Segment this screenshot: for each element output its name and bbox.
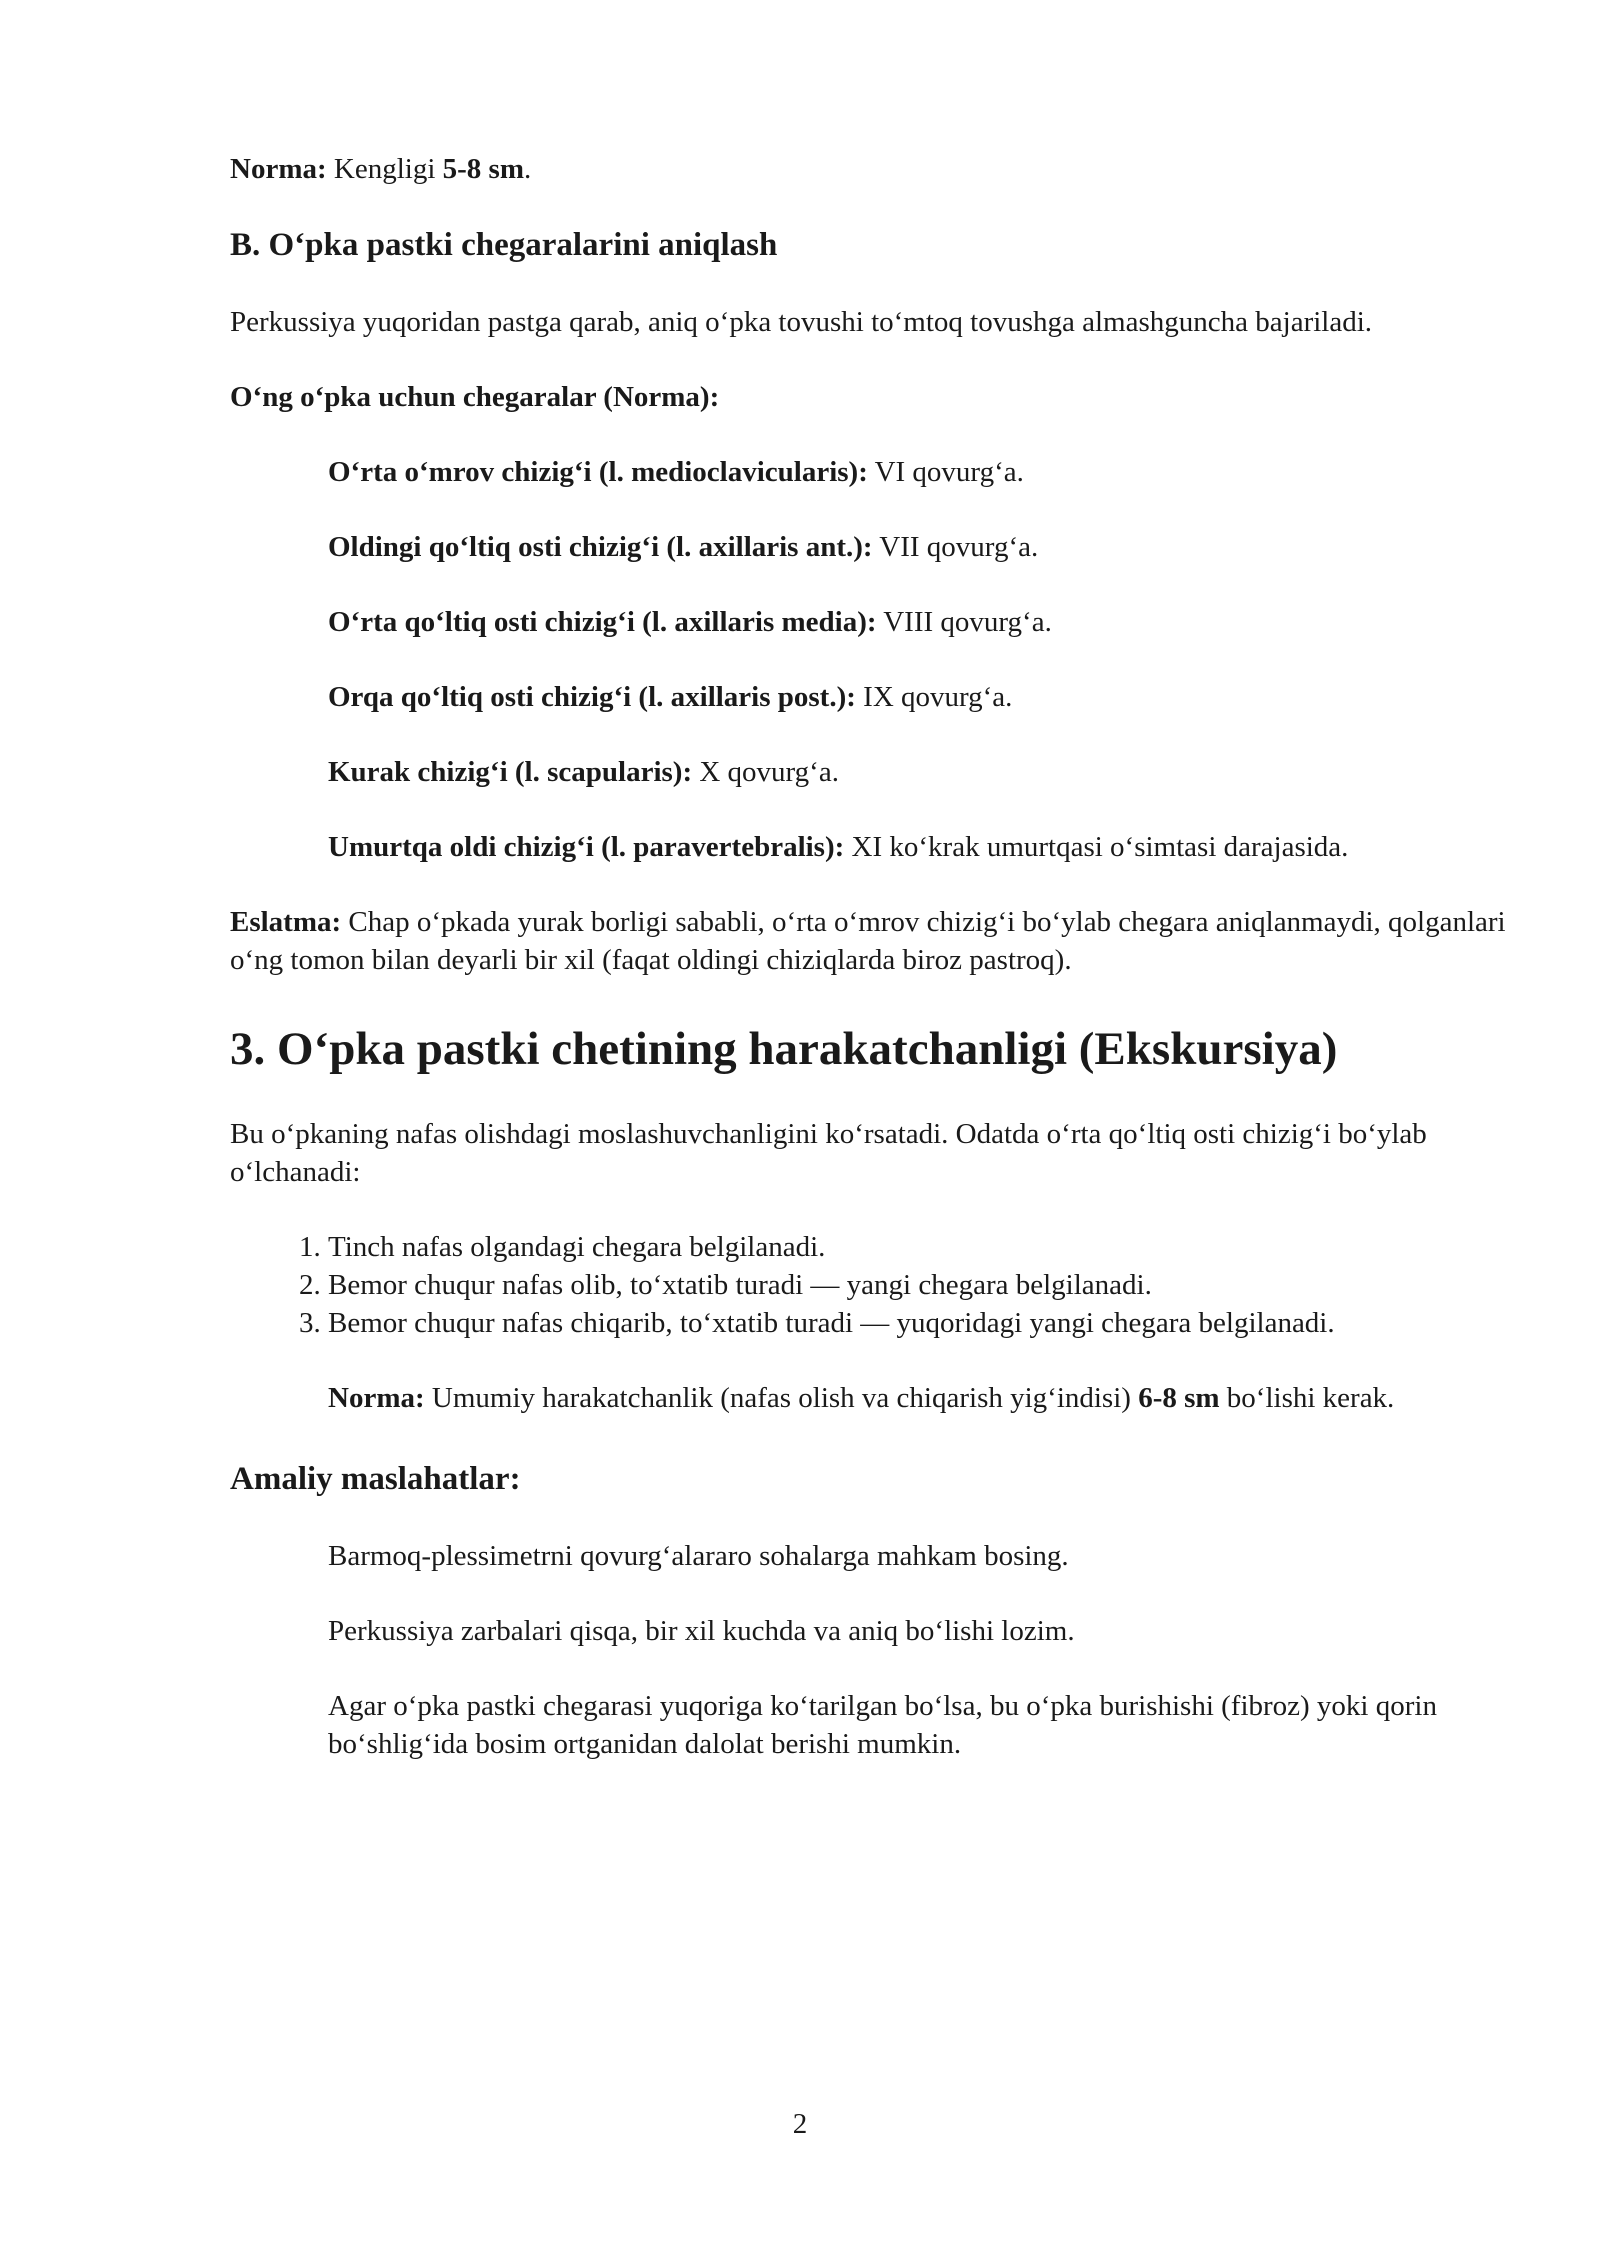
boundary-value: X qovurg‘a. xyxy=(692,756,839,788)
tip-item: Agar o‘pka pastki chegarasi yuqoriga ko‘tarilgan bo‘lsa, bu o‘pka burishishi (fibroz) yoki qorin bo‘shlig‘ida bosim ortganidan dalolat berishi mumkin. xyxy=(328,1690,1437,1760)
norma-value: 5-8 sm xyxy=(442,153,524,185)
boundary-label: O‘rta o‘mrov chizig‘i (l. medioclavicularis): xyxy=(328,456,868,488)
note-paragraph xyxy=(230,903,1520,979)
tip-item: Barmoq-plessimetrni qovurg‘alararo sohalarga mahkam bosing. xyxy=(328,1540,1069,1572)
boundary-value: XI ko‘krak umurtqasi o‘simtasi darajasida. xyxy=(844,831,1349,863)
tip-item: Perkussiya zarbalari qisqa, bir xil kuchda va aniq bo‘lishi lozim. xyxy=(328,1615,1075,1647)
norma-label: Norma: xyxy=(230,153,327,185)
tips-heading: Amaliy maslahatlar: xyxy=(230,1461,521,1497)
list-item: 1. Tinch nafas olgandagi chegara belgilanadi. xyxy=(328,1228,1520,1266)
note-label: Eslatma: xyxy=(230,906,342,938)
page-content xyxy=(230,150,1520,1800)
excursion-norma-value: 6-8 sm xyxy=(1138,1382,1220,1414)
boundary-label: Umurtqa oldi chizig‘i (l. paravertebralis): xyxy=(328,831,845,863)
section-3-heading: 3. O‘pka pastki chetining harakatchanligi (Ekskursiya) xyxy=(230,1023,1338,1075)
boundary-value: VIII qovurg‘a. xyxy=(876,606,1052,638)
excursion-steps-list xyxy=(230,1228,1520,1342)
note-text: Chap o‘pkada yurak borligi sababli, o‘rta o‘mrov chizig‘i bo‘ylab chegara aniqlanmaydi, qolganlari o‘ng tomon bilan deyarli bir xil (faqat oldingi chiziqlarda biroz pastroq). xyxy=(230,906,1506,976)
boundary-value: IX qovurg‘a. xyxy=(855,681,1013,713)
boundary-value: VI qovurg‘a. xyxy=(867,456,1024,488)
norma-text-after: . xyxy=(524,153,532,185)
excursion-norma-text-before: Umumiy harakatchanlik (nafas olish va chiqarish yig‘indisi) xyxy=(424,1382,1139,1414)
boundary-label: O‘rta qo‘ltiq osti chizig‘i (l. axillaris media): xyxy=(328,606,877,638)
section-b-heading: B. O‘pka pastki chegaralarini aniqlash xyxy=(230,227,778,263)
excursion-norma-paragraph xyxy=(230,1379,1520,1417)
boundary-line-axillaris-post xyxy=(230,678,1520,716)
norma-width-paragraph xyxy=(230,150,1520,188)
right-lung-heading: O‘ng o‘pka uchun chegaralar (Norma): xyxy=(230,381,720,413)
boundary-line-medioclavicular xyxy=(230,453,1520,491)
boundary-line-axillaris-media xyxy=(230,603,1520,641)
list-item: 3. Bemor chuqur nafas chiqarib, to‘xtatib turadi — yuqoridagi yangi chegara belgilanadi. xyxy=(328,1304,1520,1342)
section-b-intro: Perkussiya yuqoridan pastga qarab, aniq o‘pka tovushi to‘mtoq tovushga almashguncha bajariladi. xyxy=(230,306,1373,338)
boundary-label: Orqa qo‘ltiq osti chizig‘i (l. axillaris post.): xyxy=(328,681,856,713)
excursion-norma-text-after: bo‘lishi kerak. xyxy=(1219,1382,1395,1414)
boundary-line-scapularis xyxy=(230,753,1520,791)
boundary-line-paravertebralis xyxy=(230,828,1520,866)
boundary-value: VII qovurg‘a. xyxy=(872,531,1039,563)
norma-text-before: Kengligi xyxy=(326,153,443,185)
boundary-line-axillaris-ant xyxy=(230,528,1520,566)
page-number: 2 xyxy=(792,2108,808,2140)
list-item: 2. Bemor chuqur nafas olib, to‘xtatib turadi — yangi chegara belgilanadi. xyxy=(328,1266,1520,1304)
excursion-norma-label: Norma: xyxy=(328,1382,425,1414)
boundary-label: Oldingi qo‘ltiq osti chizig‘i (l. axillaris ant.): xyxy=(328,531,873,563)
boundary-label: Kurak chizig‘i (l. scapularis): xyxy=(328,756,693,788)
section-3-intro: Bu o‘pkaning nafas olishdagi moslashuvchanligini ko‘rsatadi. Odatda o‘rta qo‘ltiq osti chizig‘i bo‘ylab o‘lchanadi: xyxy=(230,1118,1427,1188)
